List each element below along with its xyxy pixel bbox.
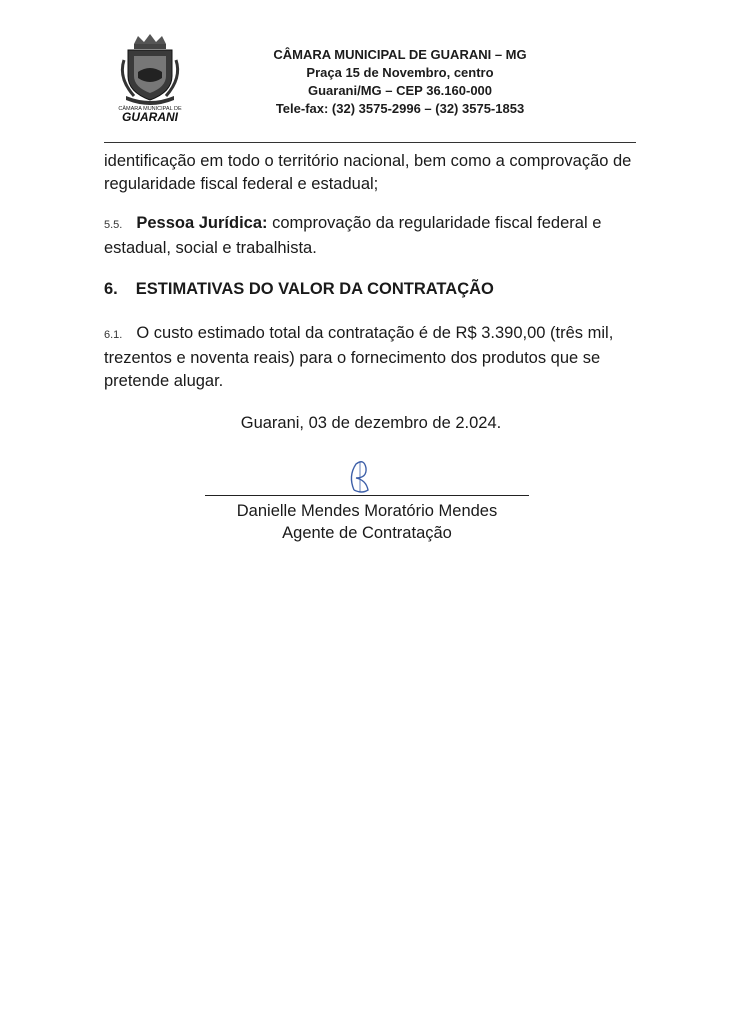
section-heading — [104, 278, 638, 300]
signer-block — [205, 500, 529, 544]
coat-of-arms-logo — [104, 30, 196, 122]
letterhead-line-2: Praça 15 de Novembro, centro — [306, 65, 494, 80]
svg-text:CÂMARA MUNICIPAL DE: CÂMARA MUNICIPAL DE — [118, 106, 182, 112]
continuation-paragraph — [104, 150, 638, 196]
signer-role: Agente de Contratação — [282, 524, 452, 542]
header-divider — [104, 142, 636, 143]
item-number: 5.5. — [104, 219, 123, 231]
continuation-text: identificação em todo o território nacional, bem como a comprovação de regularidade fiscal federal e estadual; — [104, 152, 632, 193]
letterhead-line-3: Guarani/MG – CEP 36.160-000 — [307, 83, 493, 98]
item-label: Pessoa Jurídica: — [136, 214, 268, 232]
letterhead-line-1: CÂMARA MUNICIPAL DE GUARANI – MG — [273, 47, 527, 62]
letterhead-line-4: Tele-fax: (32) 3575-2996 – (32) 3575-1853 — [275, 101, 525, 116]
item-text: O custo estimado total da contratação é de R$ 3.390,00 (três mil, trezentos e noventa reais) para o fornecimento dos produtos que se pretende alugar. — [104, 324, 614, 390]
letterhead — [230, 46, 570, 118]
section-title: ESTIMATIVAS DO VALOR DA CONTRATAÇÃO — [135, 280, 494, 298]
handwritten-signature — [340, 456, 380, 496]
document-date: Guarani, 03 de dezembro de 2.024. — [240, 414, 502, 432]
svg-text:GUARANI: GUARANI — [122, 110, 178, 122]
item-6-1 — [104, 322, 638, 393]
signer-name: Danielle Mendes Moratório Mendes — [236, 502, 498, 520]
section-number: 6. — [104, 280, 118, 298]
coat-of-arms-icon — [104, 30, 196, 122]
item-5-5 — [104, 212, 638, 260]
signature-line — [205, 495, 529, 496]
item-text: comprovação da regularidade fiscal federal e estadual, social e trabalhista. — [104, 214, 602, 257]
signature-icon — [340, 456, 380, 496]
item-number: 6.1. — [104, 329, 123, 341]
